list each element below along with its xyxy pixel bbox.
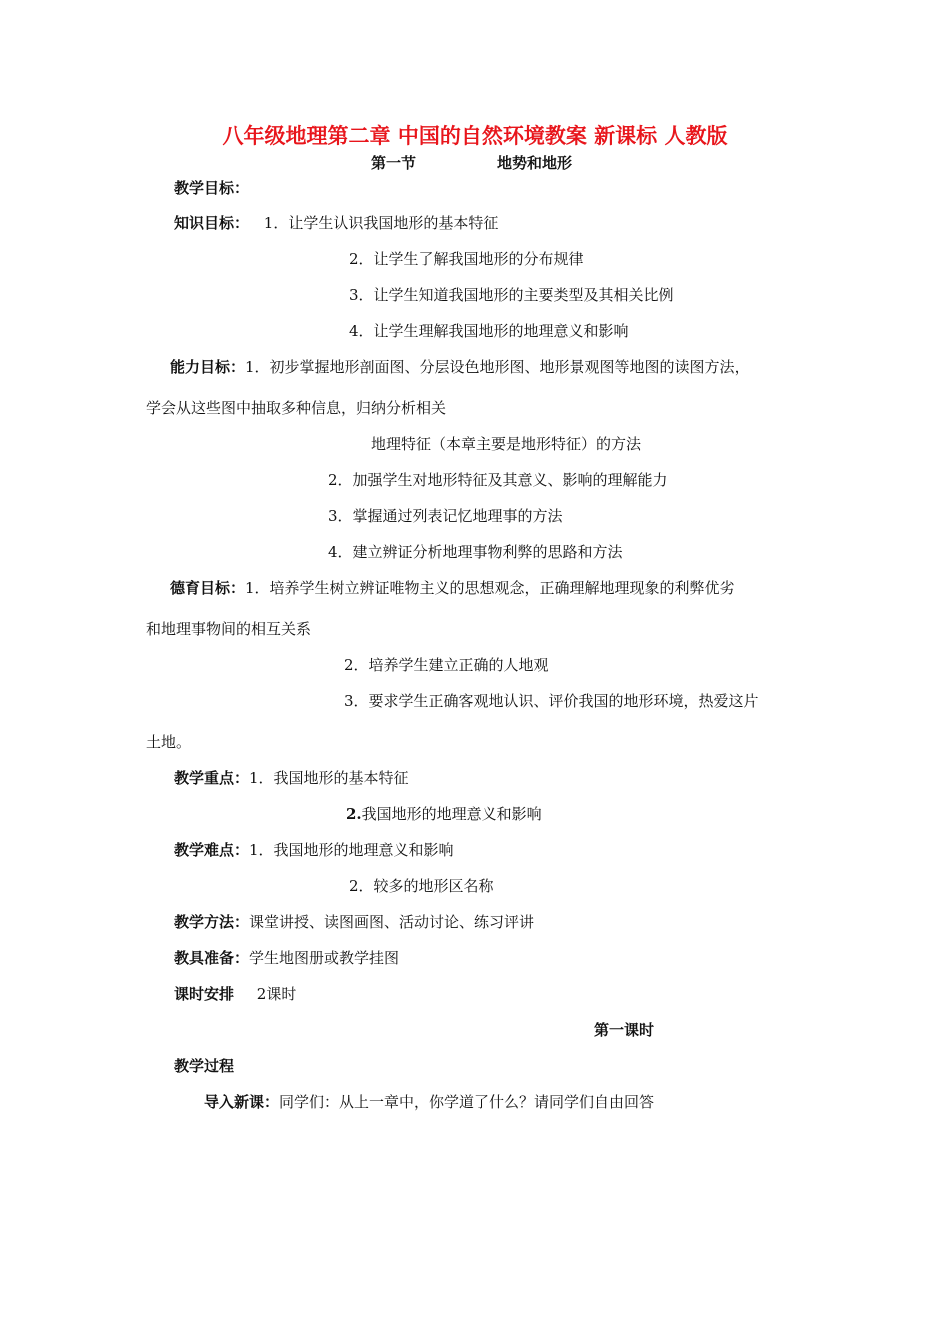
section-title: 地势和地形 [497,154,573,172]
key-point-number: 2. [346,805,362,823]
intro-text: 同学们：从上一章中，你学道了什么？请同学们自由回答 [279,1093,655,1111]
ability-goal-item-continued: 地理特征（本章主要是地形特征）的方法 [371,435,642,453]
methods-row [174,912,534,932]
moral-goal-row [170,578,735,598]
section-number: 第一节 [371,154,417,172]
intro-label: 导入新课： [204,1093,280,1111]
intro-row [204,1092,654,1112]
knowledge-goal-row [174,213,498,233]
goals-heading: 教学目标： [174,179,250,197]
key-points-row [174,768,409,788]
methods-label: 教学方法： [174,913,250,931]
lesson-heading: 第一课时 [594,1021,655,1039]
difficulty-item: 2．较多的地形区名称 [349,877,494,895]
moral-goal-item: 2．培养学生建立正确的人地观 [344,656,549,674]
ability-goal-item: 1．初步掌握地形剖面图、分层设色地形图、地形景观图等地图的读图方法， [245,358,750,376]
moral-goal-item-continued: 和地理事物间的相互关系 [146,620,312,638]
process-heading: 教学过程 [174,1057,235,1075]
moral-goal-item: 3．要求学生正确客观地认识、评价我国的地形环境，热爱这片 [344,692,759,710]
key-point-item [346,804,542,824]
knowledge-goal-item: 4．让学生理解我国地形的地理意义和影响 [349,322,629,340]
knowledge-goal-item: 2．让学生了解我国地形的分布规律 [349,250,584,268]
knowledge-goal-item: 3．让学生知道我国地形的主要类型及其相关比例 [349,286,674,304]
ability-goal-item-continued: 学会从这些图中抽取多种信息，归纳分析相关 [146,399,447,417]
moral-goal-label: 德育目标： [170,579,246,597]
schedule-text: 2课时 [256,985,297,1003]
ability-goal-row [170,357,750,377]
tools-row [174,948,399,968]
knowledge-goal-item: 1．让学生认识我国地形的基本特征 [263,214,499,232]
moral-goal-item: 1．培养学生树立辨证唯物主义的思想观念，正确理解地理现象的利弊优劣 [245,579,735,597]
document-title: 八年级地理第二章 中国的自然环境教案 新课标 人教版 [222,124,728,148]
key-point-item: 1．我国地形的基本特征 [249,769,409,787]
ability-goal-item: 3．掌握通过列表记忆地理事的方法 [328,507,563,525]
key-point-text: 我国地形的地理意义和影响 [361,805,542,823]
difficulty-item: 1．我国地形的地理意义和影响 [249,841,454,859]
key-points-label: 教学重点： [174,769,250,787]
difficulties-label: 教学难点： [174,841,250,859]
ability-goal-label: 能力目标： [170,358,246,376]
difficulties-row [174,840,454,860]
tools-label: 教具准备： [174,949,250,967]
tools-text: 学生地图册或教学挂图 [249,949,400,967]
schedule-label: 课时安排 [174,985,235,1003]
knowledge-goal-label: 知识目标： [174,214,250,232]
schedule-row [174,984,296,1004]
ability-goal-item: 2．加强学生对地形特征及其意义、影响的理解能力 [328,471,668,489]
ability-goal-item: 4．建立辨证分析地理事物利弊的思路和方法 [328,543,623,561]
moral-goal-item-continued: 土地。 [146,733,192,751]
methods-text: 课堂讲授、读图画图、活动讨论、练习评讲 [249,913,535,931]
